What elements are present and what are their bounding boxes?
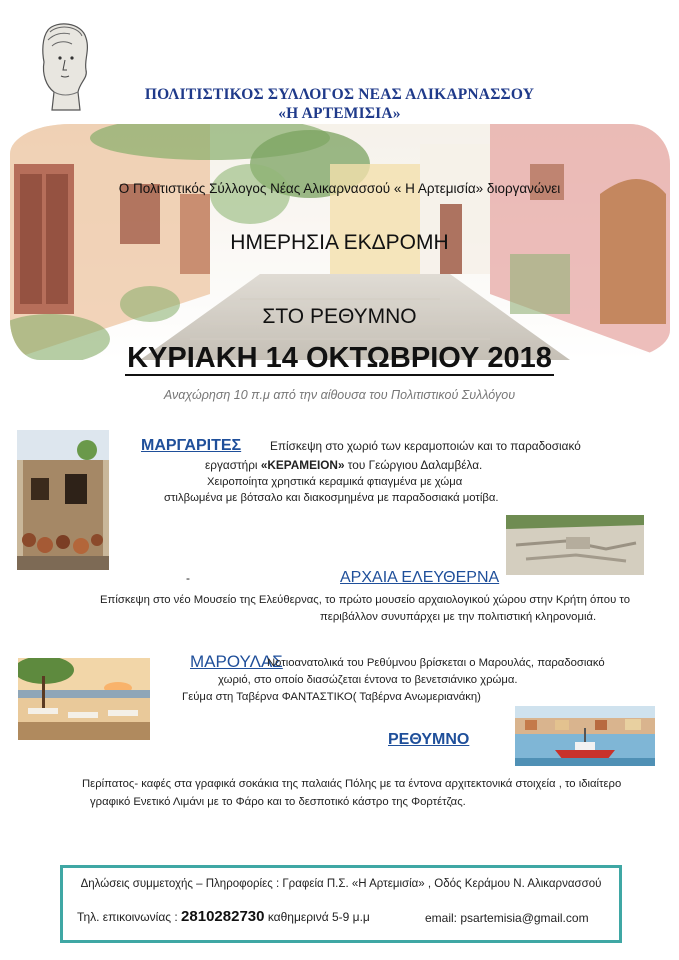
maroulas-line2: χωριό, στο οποίο διασώζεται έντονα το βενετσιάνικο χρώμα. [218, 674, 518, 686]
registration-info: Δηλώσεις συμμετοχής – Πληροφορίες : Γραφεία Π.Σ. «Η Αρτεμισία» , Οδός Κεράμου Ν. Αλικαρνασσού [80, 878, 602, 890]
margarites-line3: Χειροποίητα χρηστικά κεραμικά φτιαγμένα με χώμα [207, 476, 463, 488]
margarites-photo [17, 430, 109, 570]
phone-line: Τηλ. επικοινωνίας : 2810282730 καθημερινά 5-9 μ.μ [77, 908, 370, 925]
intro-text: Ο Πολιτιστικός Σύλλογος Νέας Αλικαρνασσού « Η Αρτεμισία» διοργανώνει [118, 181, 561, 196]
margarites-line4: στιλβωμένα με βότσαλο και διακοσμημένα με παραδοσιακά μοτίβα. [164, 492, 499, 504]
rethymno-line2: γραφικό Ενετικό Λιμάνι με το Φάρο και το δεσποτικό κάστρο της Φορτέτζας. [90, 796, 466, 808]
maroulas-photo [18, 658, 150, 740]
eleftherna-photo [506, 515, 644, 575]
contact-box [60, 865, 622, 943]
email-line: email: psartemisia@gmail.com [425, 911, 589, 925]
rethymno-title: ΡΕΘΥΜΝΟ [388, 731, 470, 748]
rethymno-line1: Περίπατος- καφές στα γραφικά σοκάκια της παλαιάς Πόλης με τα έντονα αρχιτεκτονικά στοιχεία , το ιδιαίτερο [82, 778, 622, 790]
eleftherna-title: ΑΡΧΑΙΑ ΕΛΕΥΘΕΡΝΑ [340, 569, 500, 586]
org-name-line1: ΠΟΛΙΤΙΣΤΙΚΟΣ ΣΥΛΛΟΓΟΣ ΝΕΑΣ ΑΛΙΚΑΡΝΑΣΣΟΥ [144, 86, 535, 103]
eleftherna-line2: περιβάλλον συνυπάρχει με την πολιτιστική κληρονομιά. [320, 611, 597, 623]
rethymno-harbor-photo [515, 706, 655, 766]
email-address[interactable]: psartemisia@gmail.com [460, 911, 589, 925]
margarites-line2: εργαστήρι «ΚΕΡΑΜΕΙΟΝ» του Γεώργιου Δαλαμβέλα. [205, 458, 483, 472]
phone-number: 2810282730 [181, 908, 265, 925]
eleftherna-line1: Επίσκεψη στο νέο Μουσείο της Ελεύθερνας, το πρώτο μουσείο αρχαιολογικού χώρου στην Κρήτη όπου το [100, 594, 630, 606]
maroulas-line3: Γεύμα στη Ταβέρνα ΦΑΝΤΑΣΤΙΚΟ( Ταβέρνα Ανωμεριανάκη) [182, 691, 481, 703]
trip-heading: ΗΜΕΡΗΣΙΑ ΕΚΔΡΟΜΗ [230, 231, 449, 254]
org-name-line2: «Η ΑΡΤΕΜΙΣΙΑ» [278, 105, 401, 122]
destination-heading: ΣΤΟ ΡΕΘΥΜΝΟ [262, 305, 417, 328]
eleftherna-dash: - [186, 571, 190, 585]
margarites-title: ΜΑΡΓΑΡΙΤΕΣ [141, 437, 242, 454]
departure-info: Αναχώρηση 10 π.μ από την αίθουσα του Πολιτιστικού Συλλόγου [163, 388, 516, 402]
maroulas-title: ΜΑΡΟΥΛΑΣ [190, 652, 283, 671]
maroulas-line1: Νοτιοανατολικά του Ρεθύμνου βρίσκεται ο Μαρουλάς, παραδοσιακό [267, 657, 605, 669]
margarites-line1: Επίσκεψη στο χωριό των κεραμοποιών και το παραδοσιακό [270, 439, 581, 453]
trip-date: ΚΥΡΙΑΚΗ 14 ΟΚΤΩΒΡΙΟΥ 2018 [127, 342, 552, 374]
